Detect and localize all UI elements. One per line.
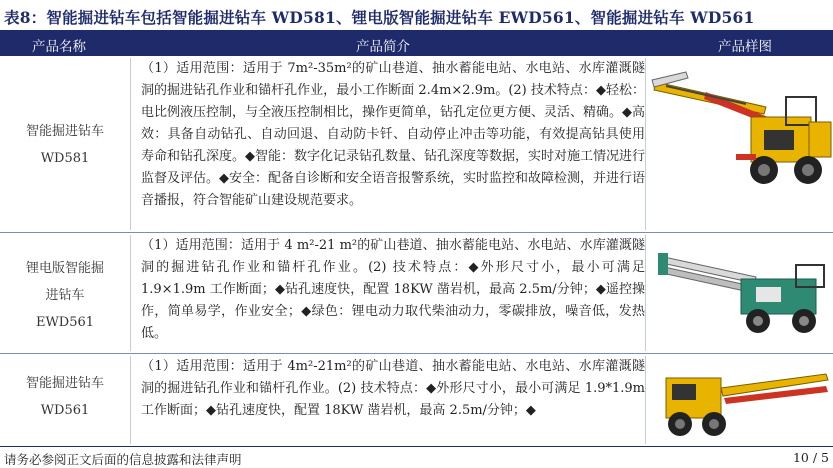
header-product-desc: 产品简介 (356, 39, 410, 55)
footer-disclaimer: 请务必参阅正文后面的信息披露和法律声明 (4, 452, 242, 467)
header-product-image: 产品样图 (718, 39, 772, 55)
product-name-line: WD561 (40, 403, 90, 418)
footer-divider (0, 446, 833, 447)
product-name-line: 进钻车 (45, 288, 85, 303)
product-name-line: 锂电版智能掘 (25, 261, 104, 276)
table-row (0, 354, 833, 446)
product-name-line: WD581 (40, 151, 90, 166)
product-desc-cell (130, 235, 646, 351)
table-title: 表8：智能掘进钻车包括智能掘进钻车 WD581、锂电版智能掘进钻车 EWD561、智能掘进钻车 WD561 (4, 8, 755, 27)
product-desc-text: （1）适用范围：适用于 4m²-21m²的矿山巷道、抽水蓄能电站、水电站、水库灌溉隧洞的掘进钻孔作业和锚杆孔作业。(2) 技术特点：◆外形尺寸小，最小可满足 1.9*1.9m 工作断面；◆钻孔速度快，配置 18KW 凿岩机，最高 2.5m/分钟；◆ (141, 359, 645, 418)
product-name-line: 智能掘进钻车 (25, 376, 104, 391)
header-product-name: 产品名称 (32, 39, 86, 55)
product-desc-text: （1）适用范围：适用于 4 m²-21 m²的矿山巷道、抽水蓄能电站、水电站、水库灌溉隧洞的掘进钻孔作业和锚杆孔作业。(2) 技术特点：◆外形尺寸小，最小可满足 1.9×1.9m 工作断面；◆钻孔速度快，配置 18KW 凿岩机，最高 2.5m/分钟；◆遥控操作，简单易学，作业安全；◆绿色：锂电动力取代柴油动力，零碳排放，噪音低，发热低。 (141, 238, 645, 341)
product-desc-cell (130, 58, 646, 230)
product-name-cell (0, 255, 130, 336)
product-desc-text: （1）适用范围：适用于 7m²-35m²的矿山巷道、抽水蓄能电站、水电站、水库灌溉隧洞的掘进钻孔作业和锚杆孔作业，最小工作断面 2.4m×2.9m。(2) 技术特点：◆轻松：电比例液压控制，与全液压控制相比，操作更简单，钻孔定位更方便、灵活、精确。◆高效：具备自动钻孔、自动回退、自动防卡钎、自动停止冲击等功能，有效提高钻具使用寿命和钻孔深度。◆智能：数字化记录钻孔数量、钻孔深度等数据，实时对施工情况进行监督及评估。◆安全：配备自诊断和安全语音报警系统，实时监控和故障检测，并进行语音播报，符合智能矿山建设规范要求。 (141, 61, 645, 208)
product-name-cell (0, 118, 130, 172)
product-name-cell (0, 370, 130, 424)
product-name-line: 智能掘进钻车 (25, 124, 104, 139)
product-desc-cell (130, 356, 646, 444)
table-header (0, 30, 833, 56)
table-row (0, 56, 833, 233)
page-number: 10 / 5 (792, 450, 829, 465)
drill-rig-ewd561-image (646, 237, 833, 349)
drill-rig-wd561-image (646, 358, 833, 442)
drill-rig-wd581-image (646, 62, 833, 222)
table-row (0, 233, 833, 354)
product-name-line: EWD561 (35, 315, 95, 330)
